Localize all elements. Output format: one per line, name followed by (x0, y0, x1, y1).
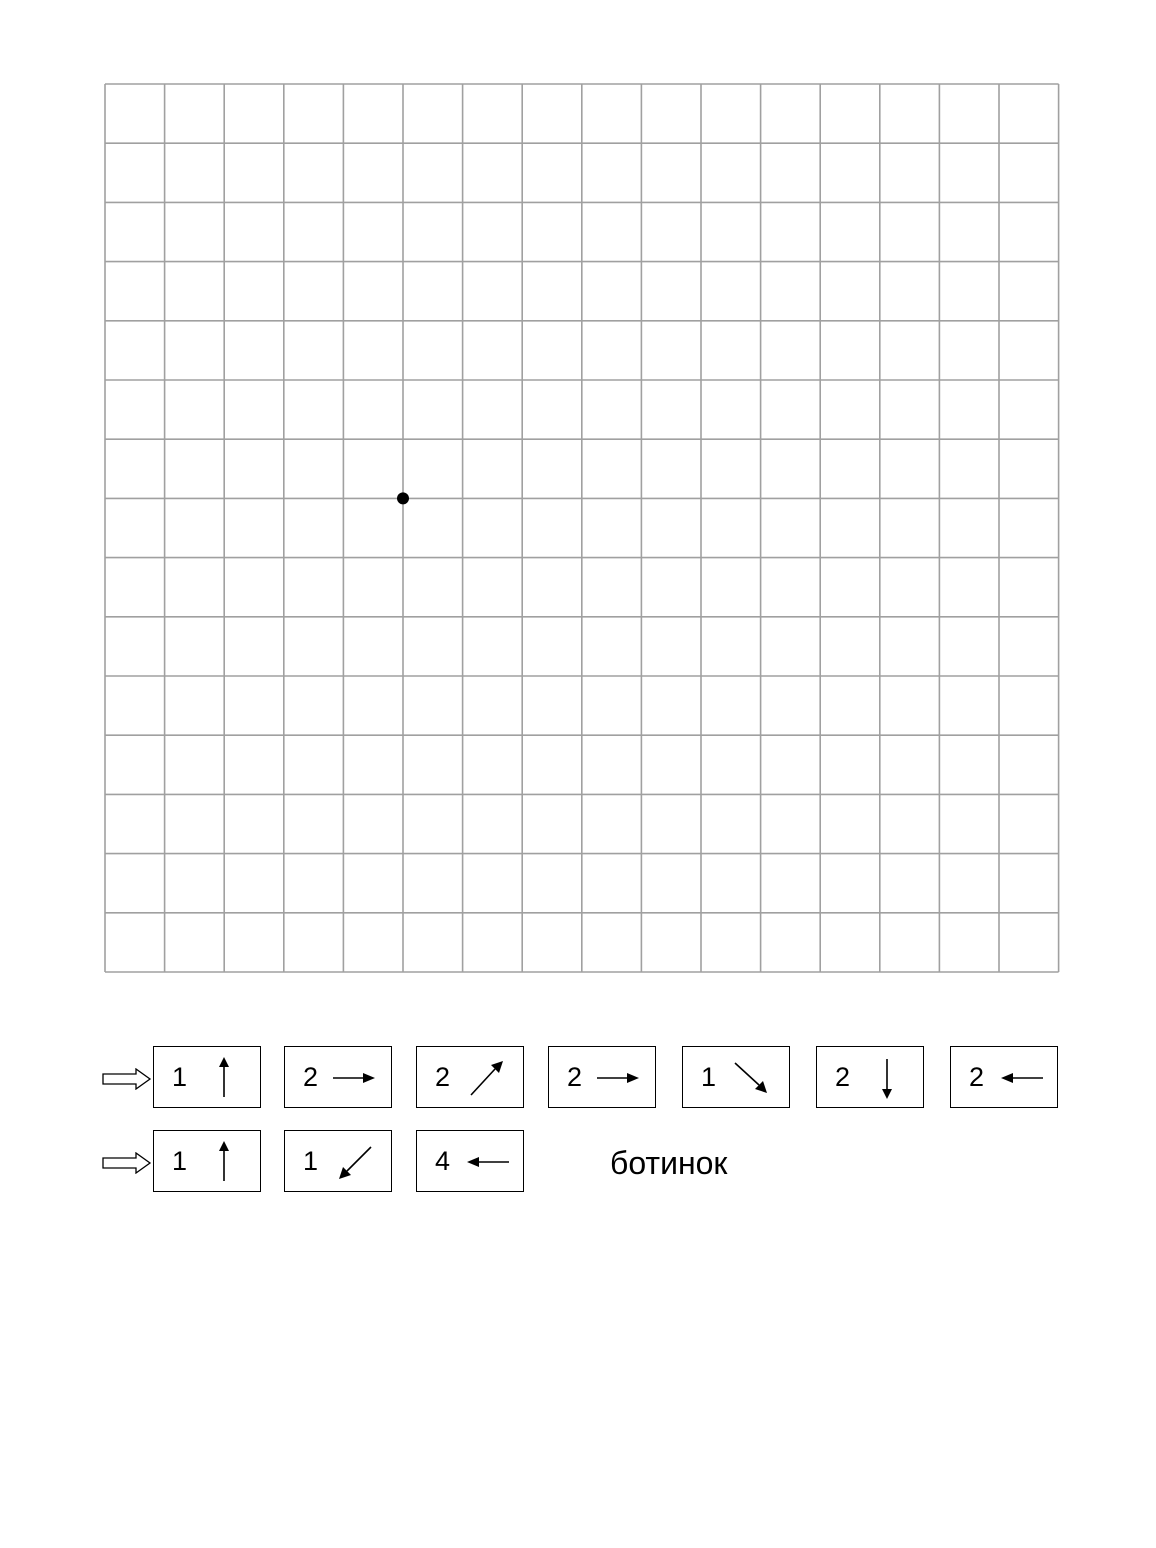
command-step-count: 2 (435, 1062, 451, 1092)
command-step-count: 2 (835, 1062, 851, 1092)
command-box (153, 1130, 261, 1192)
command-box (816, 1046, 924, 1108)
right-arrow-icon (329, 1055, 381, 1101)
outline-right-arrow-icon (102, 1068, 152, 1090)
up-arrow-icon (198, 1055, 250, 1101)
down-left-arrow-icon (329, 1139, 381, 1185)
left-arrow-icon (461, 1139, 513, 1185)
command-row-1 (0, 1046, 1156, 1110)
up-arrow-icon (198, 1139, 250, 1185)
answer-label: ботинок (610, 1145, 728, 1181)
command-row-2 (0, 1130, 1156, 1194)
command-step-count: 1 (701, 1062, 717, 1092)
command-box (416, 1046, 524, 1108)
command-box (682, 1046, 790, 1108)
command-box (284, 1130, 392, 1192)
command-step-count: 1 (172, 1062, 188, 1092)
right-arrow-icon (593, 1055, 645, 1101)
start-point-dot (397, 492, 409, 504)
command-box (284, 1046, 392, 1108)
command-step-count: 2 (969, 1062, 985, 1092)
command-step-count: 1 (172, 1146, 188, 1176)
command-box (548, 1046, 656, 1108)
down-arrow-icon (861, 1055, 913, 1101)
command-step-count: 4 (435, 1146, 451, 1176)
grid-lines (105, 84, 1059, 972)
command-step-count: 2 (567, 1062, 583, 1092)
command-step-count: 1 (303, 1146, 319, 1176)
down-right-arrow-icon (727, 1055, 779, 1101)
command-box (950, 1046, 1058, 1108)
command-step-count: 2 (303, 1062, 319, 1092)
command-box (153, 1046, 261, 1108)
up-right-arrow-icon (461, 1055, 513, 1101)
outline-right-arrow-icon (102, 1152, 152, 1174)
command-box (416, 1130, 524, 1192)
left-arrow-icon (995, 1055, 1047, 1101)
